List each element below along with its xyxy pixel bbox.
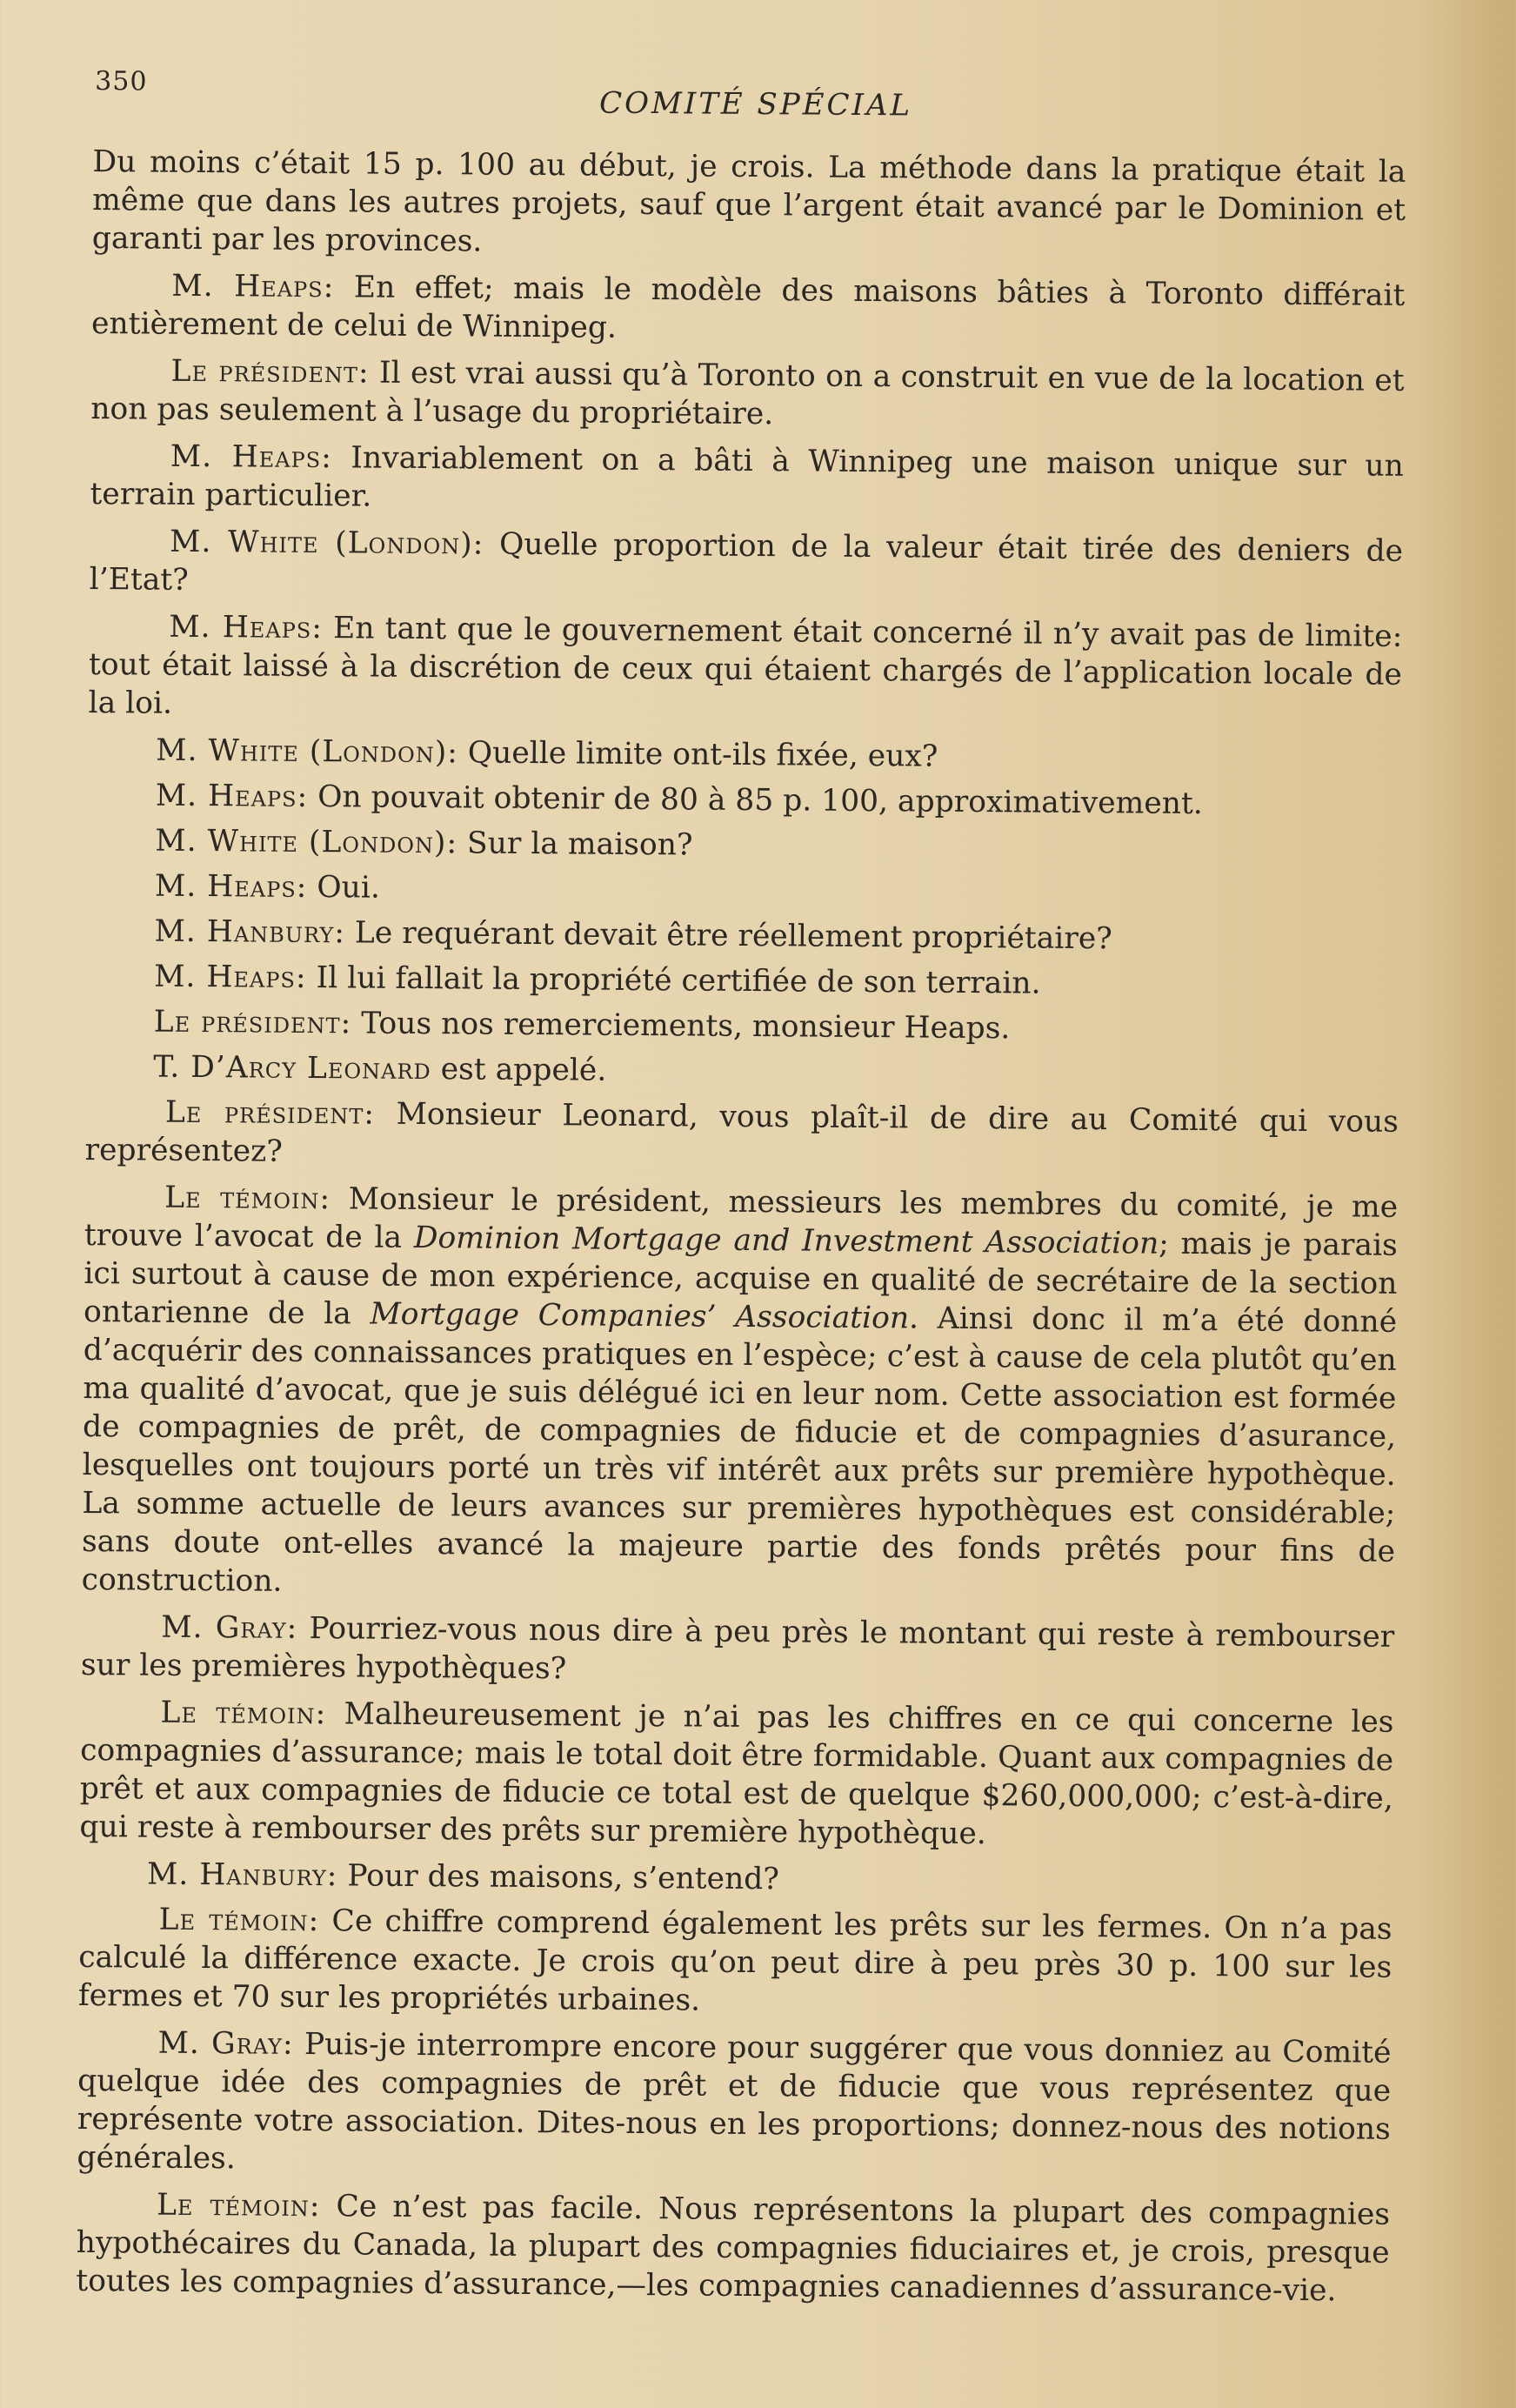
- transcript-paragraph: [86, 957, 1399, 1006]
- speech-text: Monsieur le président, messieurs les membres du comité, je me trouve l’avocat de la Dominion Mortgage and Investment Association; mais je parais ici surtout à cause de mon expérience, acquise en qualité de secrétaire de la section ontarienne de la Mortgage Companies’ Association. Ainsi donc il m’a été donné d’acquérir des connaissances pratiques en l’espèce; c’est à cause de cela plutôt qu’en ma qualité d’avocat, que je suis délégué ici en leur nom. Cette association est formée de compagnies de prêt, de compagnies de fiducie et de compagnies d’asurance, lesquelles ont toujours porté un très vif intérêt aux prêts sur première hypothèque. La somme actuelle de leurs avances sur premières hypothèques est considérable; sans doute ont-elles avancé la majeure partie des fonds prêtés pour fins de construction.: [81, 1181, 1399, 1599]
- transcript-paragraph: [79, 1693, 1393, 1856]
- speech-text: Puis-je interrompre encore pour suggérer que vous donniez au Comité quelque idée des compagnies de prêt et de fiducie que vous représentez que représente votre association. Dites-nous en les proportions; donnez-nous des notions générales.: [77, 2026, 1392, 2177]
- speaker-label: Le président:: [170, 353, 370, 391]
- speech-text: En tant que le gouvernement était concerné il n’y avait pas de limite: tout était laissé à la discrétion de ceux qui étaient chargés de l’application locale de la loi.: [88, 611, 1403, 721]
- transcript-paragraph: [81, 1608, 1395, 1695]
- speaker-label: M. Hanbury:: [154, 913, 346, 951]
- speech-text: Pour des maisons, s’entend?: [347, 1858, 779, 1897]
- speaker-label: M. Heaps:: [154, 868, 308, 905]
- transcript-paragraph: [85, 1047, 1399, 1096]
- speaker-label: M. Gray:: [157, 2025, 294, 2062]
- speech-text: Monsieur Leonard, vous plaît-il de dire au Comité qui vous représentez?: [84, 1096, 1399, 1169]
- transcript-paragraph: [90, 522, 1404, 609]
- transcript-paragraph: [88, 776, 1401, 825]
- transcript-paragraph: [90, 437, 1404, 524]
- speaker-label: M. White (London):: [155, 823, 458, 861]
- transcript-paragraph: [87, 821, 1400, 870]
- transcript-paragraph: [79, 1855, 1392, 1903]
- transcript-paragraph: [77, 2023, 1391, 2187]
- speech-text: Il est vrai aussi qu’à Toronto on a construit en vue de la location et non pas seulement à l’usage du propriétaire.: [90, 355, 1405, 432]
- transcript-body: [76, 143, 1406, 2319]
- speaker-label: Le président:: [153, 1004, 352, 1041]
- speech-text: Quelle limite ont-ils fixée, eux?: [467, 735, 938, 774]
- transcript-paragraph: [91, 266, 1406, 353]
- transcript-paragraph: [88, 607, 1402, 732]
- speaker-label: M. White (London):: [156, 732, 459, 771]
- transcript-paragraph: [78, 1900, 1392, 2025]
- speaker-label: M. Heaps:: [169, 609, 324, 646]
- transcript-paragraph: [87, 866, 1400, 915]
- transcript-paragraph: [76, 2185, 1390, 2311]
- transcript-paragraph: [92, 143, 1406, 268]
- speech-text: Pourriez-vous nous dire à peu près le montant qui reste à rembourser sur les premières hypothèques?: [80, 1611, 1395, 1687]
- speaker-label: Le témoin:: [164, 1180, 331, 1217]
- transcript-paragraph: [88, 731, 1401, 779]
- speech-text: Le requérant devait être réellement propriétaire?: [354, 915, 1112, 957]
- speaker-label: M. Gray:: [161, 1609, 298, 1646]
- speaker-label: M. Hanbury:: [146, 1856, 338, 1894]
- speech-text: Du moins c’était 15 p. 100 au début, je crois. La méthode dans la pratique était la même que dans les autres projets, sauf que l’argent était avancé par le Dominion et garanti par les provinces.: [91, 144, 1406, 259]
- speaker-label: Le témoin:: [156, 2187, 321, 2224]
- speaker-label: T. D’Arcy Leonard: [153, 1049, 431, 1087]
- speech-text: Ce n’est pas facile. Nous représentons la plupart des compagnies hypothécaires du Canada, la plupart des compagnies fiduciaires et, je crois, presque toutes les compagnies d’assurance,—les compagnies canadiennes d’assurance-vie.: [76, 2189, 1391, 2309]
- speaker-label: Le témoin:: [158, 1902, 320, 1939]
- transcript-paragraph: [84, 1093, 1399, 1180]
- page-number: 350: [95, 66, 148, 97]
- speech-text: est appelé.: [440, 1052, 607, 1088]
- transcript-paragraph: [86, 912, 1399, 960]
- speech-text: Il lui fallait la propriété certifiée de son terrain.: [316, 960, 1041, 1001]
- speech-text: On pouvait obtenir de 80 à 85 p. 100, approximativement.: [317, 779, 1203, 822]
- speech-text: Oui.: [317, 870, 381, 906]
- speech-text: Quelle proportion de la valeur était tirée des deniers de l’Etat?: [89, 526, 1404, 598]
- speech-text: Malheureusement je n’ai pas les chiffres en ce qui concerne les compagnies d’assurance; mais le total doit être formidable. Quant aux compagnies de prêt et aux compagnies de fiducie ce total est de quelque $260,000,000; c’est-à-dire, qui reste à rembourser des prêts sur première hypothèque.: [79, 1696, 1394, 1852]
- speaker-label: M. White (London):: [169, 524, 484, 562]
- speech-text: Ce chiffre comprend également les prêts sur les fermes. On n’a pas calculé la différence exacte. Je crois qu’on peut dire à peu près 30 p. 100 sur les fermes et 70 sur les propriétés urbaines.: [77, 1903, 1392, 2018]
- speech-text: Invariablement on a bâti à Winnipeg une maison unique sur un terrain particulier.: [90, 440, 1404, 514]
- speaker-label: M. Heaps:: [154, 959, 307, 995]
- transcript-paragraph: [86, 1002, 1399, 1051]
- transcript-paragraph: [82, 1178, 1399, 1609]
- transcript-paragraph: [90, 351, 1405, 438]
- speaker-label: M. Heaps:: [170, 438, 332, 476]
- speech-text: Sur la maison?: [466, 826, 693, 863]
- speech-text: En effet; mais le modèle des maisons bâties à Toronto différait entièrement de celui de Winnipeg.: [90, 270, 1406, 345]
- speaker-label: M. Heaps:: [155, 778, 309, 814]
- speaker-label: Le témoin:: [160, 1695, 327, 1732]
- speech-text: Tous nos remerciements, monsieur Heaps.: [361, 1006, 1011, 1047]
- speaker-label: Le président:: [164, 1094, 376, 1132]
- running-title: COMITÉ SPÉCIAL: [598, 85, 913, 124]
- speaker-label: M. Heaps:: [171, 268, 335, 305]
